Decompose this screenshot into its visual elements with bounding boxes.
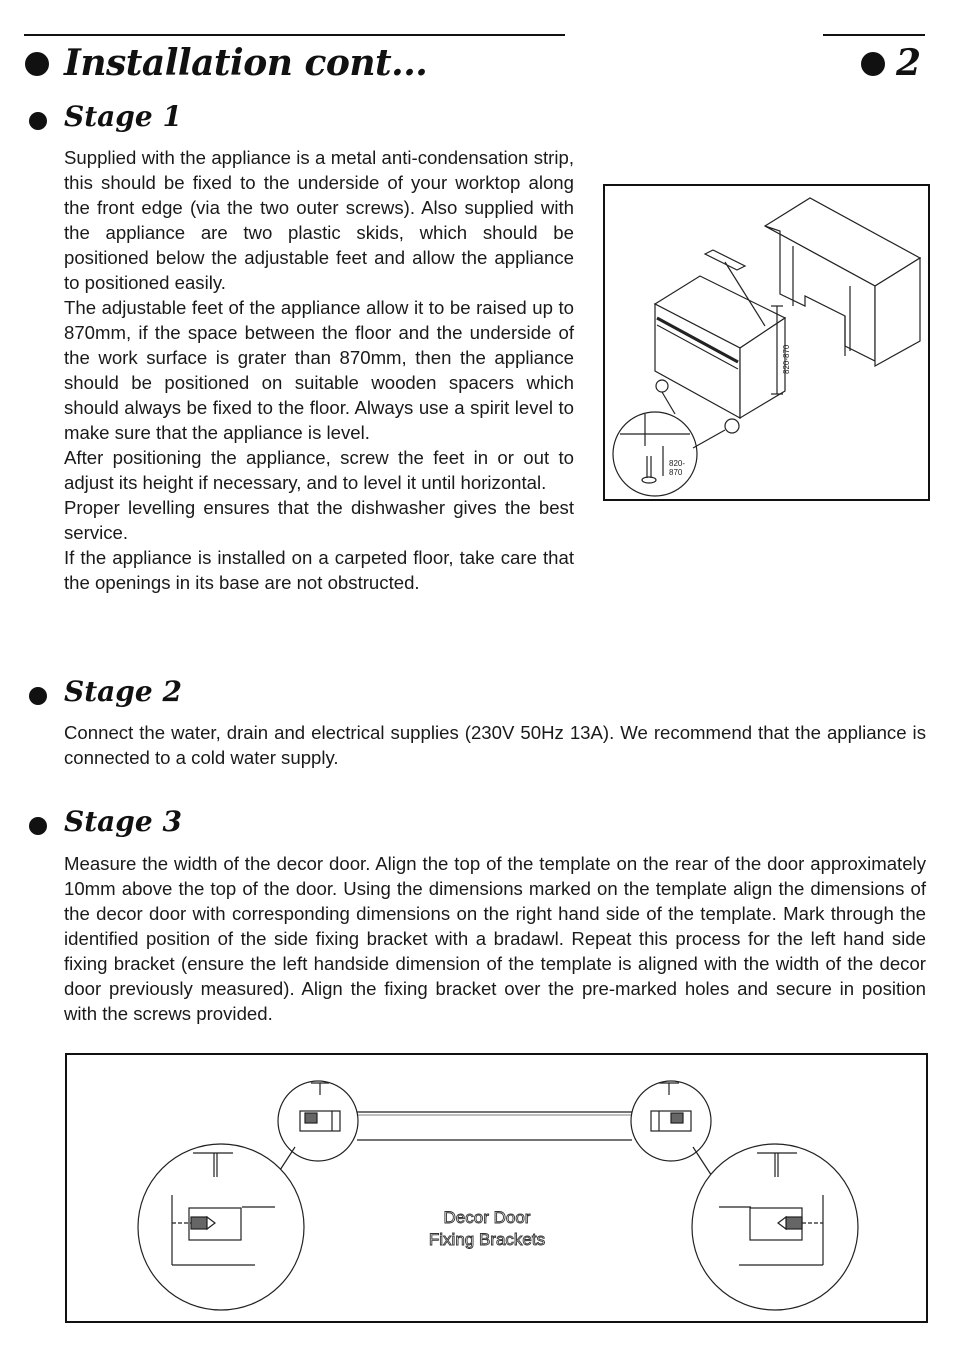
height-dimension-label: 820-870: [782, 344, 791, 374]
decor-door-brackets-diagram: [67, 1055, 926, 1321]
foot-dimension-label-line1: 820-: [669, 459, 686, 468]
header-rule-left: [24, 34, 565, 36]
stage2-heading: Stage 2: [64, 675, 182, 708]
title-bullet-icon: [25, 52, 49, 76]
stage2-bullet-icon: [29, 687, 47, 705]
page-number-bullet-icon: [861, 52, 885, 76]
foot-dimension-label-line2: 870: [669, 468, 683, 477]
dishwasher-installation-diagram: [605, 186, 928, 499]
page-title: Installation cont...: [64, 42, 428, 84]
figure-caption-line1: Decor Door: [443, 1208, 531, 1227]
header-rule-right: [823, 34, 925, 36]
stage1-paragraph: Supplied with the appliance is a metal anti-condensation strip, this should be fixed to the underside of your worktop along the front edge (via the two outer screws). Also supplied with the appliance are two plastic skids, which should be positioned below the adjustable feet and allow the appliance to positioned easily.: [64, 147, 574, 293]
stage1-heading: Stage 1: [64, 100, 182, 133]
figure-caption-line2: Fixing Brackets: [428, 1230, 546, 1249]
page-number: 2: [896, 42, 922, 84]
stage3-paragraph: Measure the width of the decor door. Align the top of the template on the rear of the door approximately 10mm above the top of the door. Using the dimensions marked on the template align the dimensions of the decor door with corresponding dimensions on the right hand side of the template. Mark through the identified position of the side fixing bracket with a bradawl. Repeat this process for the left hand side fixing bracket (ensure the left handside dimension of the template is aligned with the width of the decor door previously measured). Align the fixing bracket over the pre-marked holes and secure in position with the screws provided.: [64, 853, 926, 1024]
stage3-bracket-figure: [65, 1053, 928, 1323]
stage1-paragraph: Proper levelling ensures that the dishwasher gives the best service.: [64, 497, 574, 543]
stage1-text: [64, 145, 574, 595]
stage1-paragraph: After positioning the appliance, screw the feet in or out to adjust its height if necessary, and to level it until horizontal.: [64, 447, 574, 493]
stage1-bullet-icon: [29, 112, 47, 130]
stage1-installation-figure: [603, 184, 930, 501]
stage2-paragraph: Connect the water, drain and electrical supplies (230V 50Hz 13A). We recommend that the appliance is connected to a cold water supply.: [64, 722, 926, 768]
stage1-paragraph: The adjustable feet of the appliance allow it to be raised up to 870mm, if the space between the floor and the underside of the work surface is grater than 870mm, then the appliance should be positioned on suitable wooden spacers which should always be fixed to the floor. Always use a spirit level to make sure that the appliance is level.: [64, 297, 574, 443]
stage3-heading: Stage 3: [64, 805, 182, 838]
stage3-bullet-icon: [29, 817, 47, 835]
stage1-paragraph: If the appliance is installed on a carpeted floor, take care that the openings in its base are not obstructed.: [64, 547, 574, 593]
